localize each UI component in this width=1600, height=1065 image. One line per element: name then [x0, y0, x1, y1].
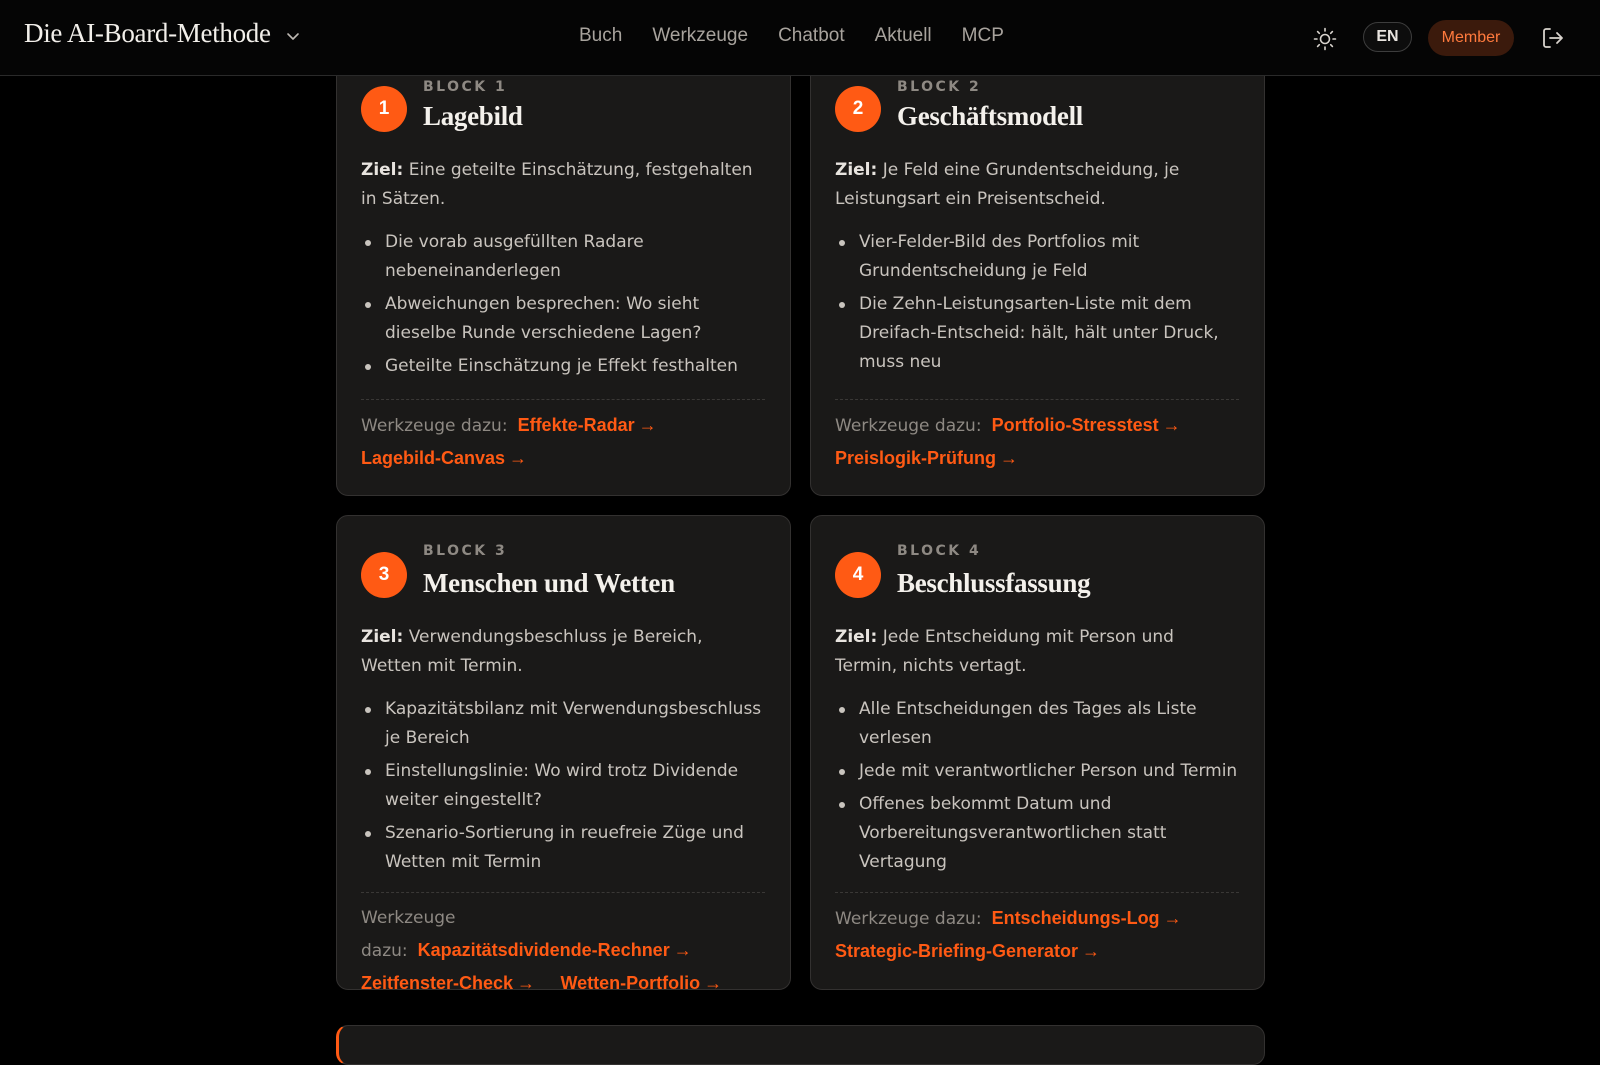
arrow-right-icon: → — [1000, 448, 1019, 468]
tool-link-wetten-portfolio[interactable] — [560, 973, 722, 993]
list-item: Offenes bekommt Datum und Vorbereitungsverantwortlichen statt Vertagung — [835, 790, 1243, 877]
block-goal — [361, 156, 765, 214]
block-card-beschlussfassung — [810, 515, 1265, 990]
tools-label: Werkzeuge dazu: — [835, 909, 982, 929]
tool-link-label: Wetten-Portfolio — [560, 973, 701, 993]
block-title: Beschlussfassung — [897, 568, 1091, 598]
arrow-right-icon: → — [638, 415, 657, 435]
brand-title: Die AI-Board-Methode — [24, 18, 271, 48]
chevron-down-icon[interactable] — [285, 28, 301, 44]
member-button[interactable]: Member — [1428, 20, 1514, 56]
block-title: Menschen und Wetten — [423, 568, 675, 598]
goal-text: Je Feld eine Grundentscheidung, je Leistungsart ein Preisentscheid. — [835, 160, 1180, 209]
dashed-divider — [361, 399, 765, 400]
block-goal — [835, 623, 1239, 681]
tool-link-label: Effekte-Radar — [517, 415, 635, 435]
goal-text: Eine geteilte Einschätzung, festgehalten in Sätzen. — [361, 160, 753, 209]
list-item: Geteilte Einschätzung je Effekt festhalten — [361, 352, 769, 381]
list-item: Vier-Felder-Bild des Portfolios mit Grundentscheidung je Feld — [835, 228, 1243, 286]
tools-row — [361, 902, 771, 1000]
goal-label: Ziel: — [361, 160, 404, 180]
tool-link-kapazitaetsdividende-rechner[interactable] — [418, 940, 692, 960]
main-nav — [579, 25, 1004, 47]
arrow-right-icon: → — [1082, 941, 1101, 961]
tool-link-preislogik-pruefung[interactable] — [835, 448, 1018, 468]
block-goal — [835, 156, 1239, 214]
block-number-badge: 2 — [835, 86, 881, 132]
tools-label: Werkzeuge dazu: — [361, 908, 456, 961]
block-goal — [361, 623, 765, 681]
nav-link-chatbot[interactable]: Chatbot — [778, 25, 845, 46]
arrow-right-icon: → — [673, 940, 692, 960]
dashed-divider — [835, 892, 1239, 893]
goal-text: Verwendungsbeschluss je Bereich, Wetten mit Termin. — [361, 627, 703, 676]
tools-label: Werkzeuge dazu: — [835, 416, 982, 436]
agenda-list — [361, 228, 769, 385]
language-toggle-button[interactable]: EN — [1363, 22, 1412, 52]
sun-icon[interactable] — [1312, 26, 1338, 52]
goal-label: Ziel: — [835, 160, 878, 180]
tools-label: Werkzeuge dazu: — [361, 416, 508, 436]
tool-link-zeitfenster-check[interactable] — [361, 973, 535, 993]
tool-link-portfolio-stresstest[interactable] — [992, 415, 1181, 435]
tools-row — [835, 409, 1245, 475]
block-title: Lagebild — [423, 101, 523, 131]
tool-link-lagebild-canvas[interactable] — [361, 448, 527, 468]
nav-link-aktuell[interactable]: Aktuell — [874, 25, 932, 46]
tool-link-label: Portfolio-Stresstest — [991, 415, 1159, 435]
agenda-list — [835, 228, 1243, 381]
tool-link-label: Strategic-Briefing-Generator — [835, 941, 1079, 961]
brand-menu[interactable] — [24, 18, 301, 49]
tool-link-label: Preislogik-Prüfung — [835, 448, 997, 468]
arrow-right-icon: → — [509, 448, 528, 468]
block-number-badge: 1 — [361, 86, 407, 132]
goal-text: Jede Entscheidung mit Person und Termin, nichts vertagt. — [835, 627, 1174, 676]
arrow-right-icon: → — [517, 973, 536, 993]
block-number-badge: 4 — [835, 552, 881, 598]
block-label: BLOCK 1 — [423, 79, 508, 95]
dashed-divider — [361, 892, 765, 893]
next-section-card — [336, 1025, 1265, 1065]
top-navigation-bar — [0, 0, 1600, 76]
list-item: Alle Entscheidungen des Tages als Liste verlesen — [835, 695, 1243, 753]
nav-link-werkzeuge[interactable]: Werkzeuge — [652, 25, 749, 46]
block-label: BLOCK 2 — [897, 79, 982, 95]
tool-link-label: Entscheidungs-Log — [991, 908, 1160, 928]
goal-label: Ziel: — [361, 627, 404, 647]
tool-link-label: Lagebild-Canvas — [361, 448, 506, 468]
list-item: Kapazitätsbilanz mit Verwendungsbeschluss je Bereich — [361, 695, 769, 753]
arrow-right-icon: → — [1162, 415, 1181, 435]
logout-icon[interactable] — [1540, 25, 1566, 51]
block-card-geschaeftsmodell — [810, 40, 1265, 496]
list-item: Die vorab ausgefüllten Radare nebeneinanderlegen — [361, 228, 769, 286]
tool-link-strategic-briefing-generator[interactable] — [835, 941, 1100, 961]
arrow-right-icon: → — [704, 973, 723, 993]
list-item: Jede mit verantwortlicher Person und Termin — [835, 757, 1243, 786]
goal-label: Ziel: — [835, 627, 878, 647]
agenda-list — [361, 695, 769, 881]
nav-link-buch[interactable]: Buch — [579, 25, 623, 46]
block-number-badge: 3 — [361, 552, 407, 598]
block-card-menschen-und-wetten — [336, 515, 791, 993]
tool-link-label: Kapazitätsdividende-Rechner — [417, 940, 670, 960]
list-item: Einstellungslinie: Wo wird trotz Dividende weiter eingestellt? — [361, 757, 769, 815]
agenda-list — [835, 695, 1243, 881]
block-card-lagebild — [336, 40, 791, 496]
block-title: Geschäftsmodell — [897, 101, 1083, 131]
block-label: BLOCK 3 — [423, 543, 508, 559]
arrow-right-icon: → — [1163, 908, 1182, 928]
dashed-divider — [835, 399, 1239, 400]
nav-link-mcp[interactable]: MCP — [961, 25, 1004, 46]
block-label: BLOCK 4 — [897, 543, 982, 559]
list-item: Abweichungen besprechen: Wo sieht dieselbe Runde verschiedene Lagen? — [361, 290, 769, 348]
tools-row — [835, 902, 1245, 968]
tools-row — [361, 409, 771, 475]
tool-link-effekte-radar[interactable] — [518, 415, 657, 435]
tool-link-label: Zeitfenster-Check — [361, 973, 514, 993]
tool-link-entscheidungs-log[interactable] — [992, 908, 1182, 928]
list-item: Szenario-Sortierung in reuefreie Züge und Wetten mit Termin — [361, 819, 769, 877]
list-item: Die Zehn-Leistungsarten-Liste mit dem Dreifach-Entscheid: hält, hält unter Druck, muss neu — [835, 290, 1243, 377]
